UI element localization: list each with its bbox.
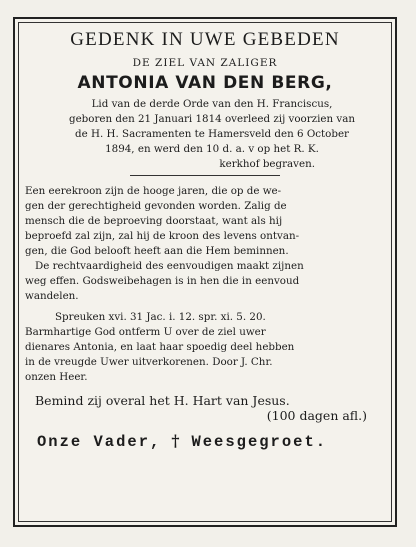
text-line: De rechtvaardigheid des eenvoudigen maakt zijnen (35, 260, 304, 272)
card-header: GEDENK IN UWE GEBEDEN (70, 29, 340, 50)
text-line: gen, die God belooft heeft aan die Hem beminnen. (25, 245, 289, 257)
onze-vader-text: Onze Vader, (37, 433, 162, 451)
bio-line: de H. H. Sacramenten te Hamersveld den 6 October (75, 128, 349, 140)
divider (130, 175, 280, 176)
prayer (25, 325, 385, 385)
text-line: weg effen. Godsweibehagen is in hen die in eenvoud (25, 275, 300, 287)
deceased-name: ANTONIA VAN DEN BERG, (77, 73, 333, 93)
closing-prayers (25, 431, 385, 451)
prayer-line: dienares Antonia, en laat haar spoedig deel hebben (25, 341, 295, 353)
bio-line: Lid van de derde Orde van den H. Franciscus, (91, 98, 333, 110)
prayer-line: Barmhartige God ontferm U over de ziel uwer (25, 326, 266, 338)
cross-icon: † (171, 431, 182, 450)
bio-line: kerkhof begraven. (219, 158, 315, 170)
paragraph-crown (25, 184, 385, 304)
memorial-card (13, 17, 397, 527)
text-line: gen der gerechtigheid gevonden worden. Zalig de (25, 200, 287, 212)
biography (25, 97, 385, 172)
text-line: Een eerekroon zijn de hooge jaren, die op de we- (25, 185, 282, 197)
bio-line: 1894, en werd den 10 d. a. v op het R. K. (105, 143, 319, 155)
bio-line: geboren den 21 Januari 1814 overleed zij voorzien van (68, 113, 355, 125)
card-subtitle: DE ZIEL VAN ZALIGER (132, 57, 278, 69)
text-line: mensch die de beproeving doorstaat, want als hij (25, 215, 283, 227)
devotion-line: Bemind zij overal het H. Hart van Jesus. (35, 393, 290, 408)
weesgegroet-text: Weesgegroet. (191, 433, 328, 451)
text-line: wandelen. (25, 290, 79, 302)
text-line: beproefd zal zijn, zal hij de kroon des levens ontvan- (25, 230, 300, 242)
indulgence-note: (100 dagen afl.) (266, 408, 367, 423)
card-content (25, 27, 385, 451)
prayer-line: in de vreugde Uwer uitverkorenen. Door J. Chr. (25, 356, 273, 368)
scripture-reference: Spreuken xvi. 31 Jac. i. 12. spr. xi. 5. 20. (55, 311, 266, 323)
prayer-line: onzen Heer. (25, 371, 88, 383)
